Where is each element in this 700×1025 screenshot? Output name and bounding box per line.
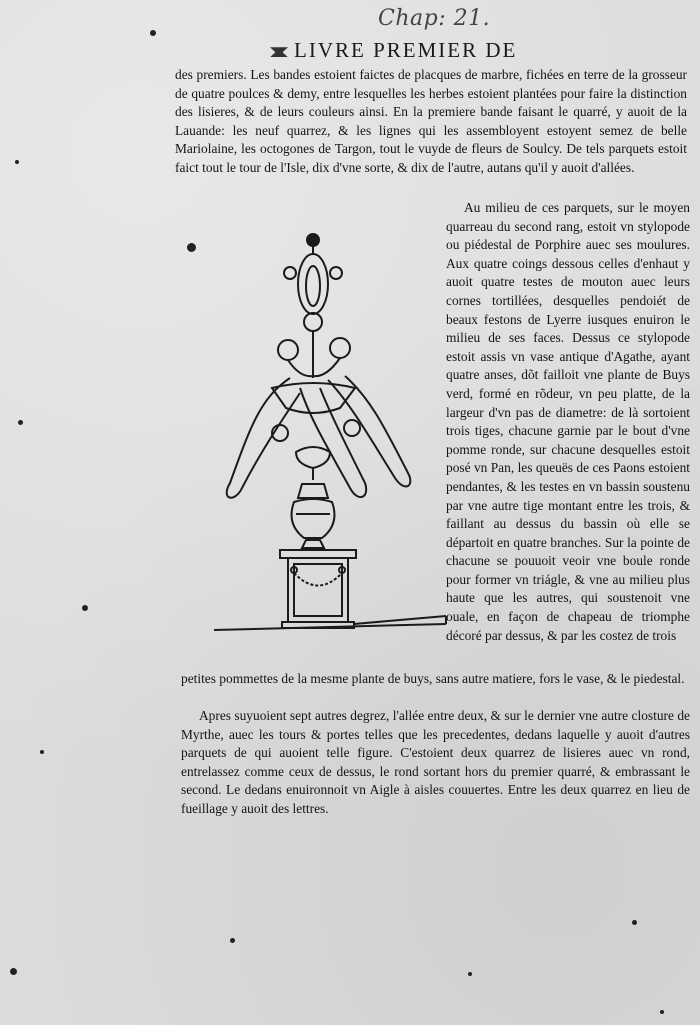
paper-speck: [15, 160, 19, 164]
paper-speck: [187, 243, 196, 252]
handwritten-chapter-note: Chap: 21.: [378, 6, 491, 31]
paper-speck: [468, 972, 472, 976]
paper-speck: [230, 938, 235, 943]
running-head-text: LIVRE PREMIER DE: [294, 38, 518, 62]
paper-speck: [40, 750, 44, 754]
paper-speck: [82, 605, 88, 611]
paper-speck: [150, 30, 156, 36]
paragraph-4: Apres suyuoient sept autres degrez, l'allée entre deux, & sur le dernier vne autre closture de Myrthe, auec les tours & portes telles que les precedentes, dedans laquelle y auoit d'autres parquets de qui auoient telle figure. C'estoient deux quarrez de lisieres auec vn rond, entrelassez comme ceux de dessus, le rond sortant hors du premier quarré, & embrassant le second. Le dedans enuironnoit vn Aigle à aisles couuertes. Entre les deux quarrez en lieu de fueillage y auoit des lettres.: [181, 708, 690, 816]
paragraph-3: petites pommettes de la mesme plante de buys, sans autre matiere, fors le vase, & le piedestal.: [181, 671, 685, 686]
paper-speck: [18, 420, 23, 425]
paper-speck: [10, 968, 17, 975]
woodcut-topiary-illustration: [210, 228, 450, 636]
paragraph-2: Au milieu de ces parquets, sur le moyen quarreau du second rang, estoit vn stylopode ou piédestal de Porphire auec ses moulures. Aux quatre coings dessous celles d'enhaut y auoit quatre testes de mouton auec leurs cornes tortillées, desquelles pendoiét de beaux festons de Lyerre iusques enuiron le milieu de ses faces. Dessus ce stylopode estoit assis vn vase antique d'Agathe, ayant quatre anses, dõt failloit vne plante de Buys verd, formé en rõdeur, vn peu platte, de la largeur d'vn pas de diametre: de là sortoient trois tiges, chacune garnie par le bout d'vne pomme ronde, sur chacune desquelles estoit posé vn Pan, les queuës de ces Paons estoient pendantes, & les testes en vn bassin soustenu par vne autre tige montant entre les trois, & faillant au dessus du bassin où elle se départoit en quatre branches. Sur la pointe de chacune se pouuoit veoir vne boule ronde pour former vn triágle, & vne au milieu plus haute que les autres, qui soustenoit vne ouale, en façon de chapeau de triomphe décoré par dessus, & par les costez de trois: [446, 200, 690, 643]
paragraph-1: des premiers. Les bandes estoient faictes de placques de marbre, fichées en terre de la grosseur de quatre poulces & demy, entre lesquelles les herbes estoient plantées pour faire la distinction des lisieres, & de leurs couleurs ainsi. En la premiere bande faisant le quarré, y auoit de la Lauande: les neuf quarrez, & les lignes qui les assembloyent estoyent semez de belle Mariolaine, les octogones de Targon, tout le vuyde de fleurs de Soulcy. De tels parquets estoit faict tout le tour de l'Isle, dix d'vne sorte, & dix de l'autre, autans qu'il y auoit d'allées.: [175, 67, 687, 175]
ornament-icon: [270, 47, 288, 57]
paper-speck: [660, 1010, 664, 1014]
paper-speck: [632, 920, 637, 925]
running-head: [270, 38, 570, 63]
